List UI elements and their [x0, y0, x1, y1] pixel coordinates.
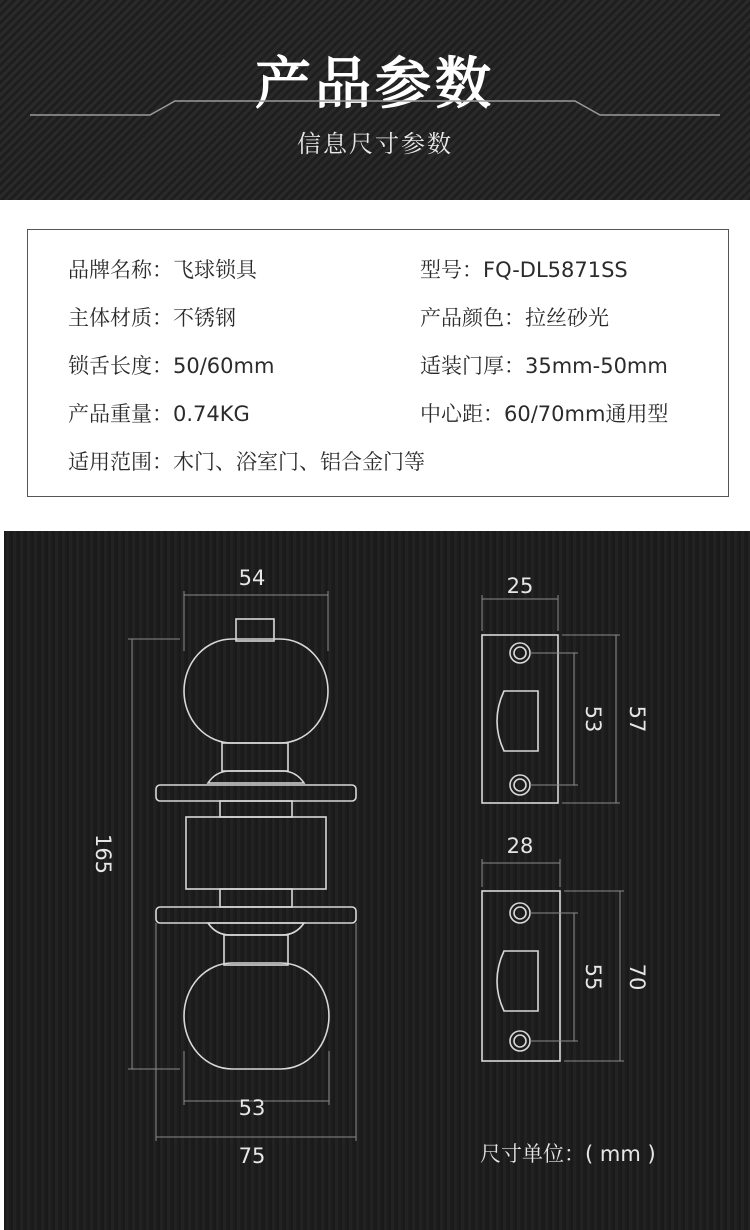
dimension-drawing	[4, 531, 750, 1230]
unit-note: 尺寸单位：( mm )	[480, 1142, 656, 1166]
dim-knob-height: 165	[91, 833, 115, 875]
param-row	[28, 446, 730, 476]
dim-knob-bottom-width: 53	[238, 1096, 266, 1120]
dim-plate2-hole-spacing: 55	[581, 963, 605, 991]
dim-knob-top-width: 54	[238, 566, 266, 590]
param-application: 适用范围：木门、浴室门、铝合金门等	[68, 450, 425, 474]
dim-plate1-hole-spacing: 53	[581, 705, 605, 733]
param-material: 主体材质：不锈钢	[68, 306, 236, 330]
param-color: 产品颜色：拉丝砂光	[420, 306, 609, 330]
bottom-rose	[156, 907, 356, 923]
param-latch-length: 锁舌长度：50/60mm	[68, 354, 275, 378]
section-divider	[0, 522, 750, 531]
param-door-thickness: 适装门厚：35mm-50mm	[420, 354, 668, 378]
param-row	[28, 302, 730, 332]
dim-plate2-width: 28	[506, 834, 534, 858]
page-title: 产品参数	[255, 52, 495, 117]
lock-body	[186, 817, 326, 889]
header-banner	[0, 0, 750, 200]
top-knob	[184, 639, 328, 743]
dim-plate2-height: 70	[625, 963, 649, 991]
param-model: 型号：FQ-DL5871SS	[420, 258, 628, 282]
bottom-knob	[184, 963, 329, 1069]
param-backset: 中心距：60/70mm通用型	[420, 402, 669, 426]
page-subtitle: 信息尺寸参数	[297, 130, 453, 158]
technical-drawing	[4, 531, 750, 1230]
param-row	[28, 254, 730, 284]
top-rose	[156, 785, 356, 801]
dim-plate1-height: 57	[625, 705, 649, 733]
param-brand: 品牌名称：飞球锁具	[68, 258, 257, 282]
dim-rose-width: 75	[238, 1144, 266, 1168]
spindle-cap	[236, 619, 274, 641]
title-underline-decoration	[0, 95, 750, 125]
dim-plate1-width: 25	[506, 574, 534, 598]
top-neck	[222, 743, 288, 771]
strike-plate-1	[482, 635, 558, 803]
param-weight: 产品重量：0.74KG	[68, 402, 250, 426]
bottom-neck	[224, 935, 288, 965]
params-box	[27, 229, 729, 497]
param-row	[28, 398, 730, 428]
param-row	[28, 350, 730, 380]
